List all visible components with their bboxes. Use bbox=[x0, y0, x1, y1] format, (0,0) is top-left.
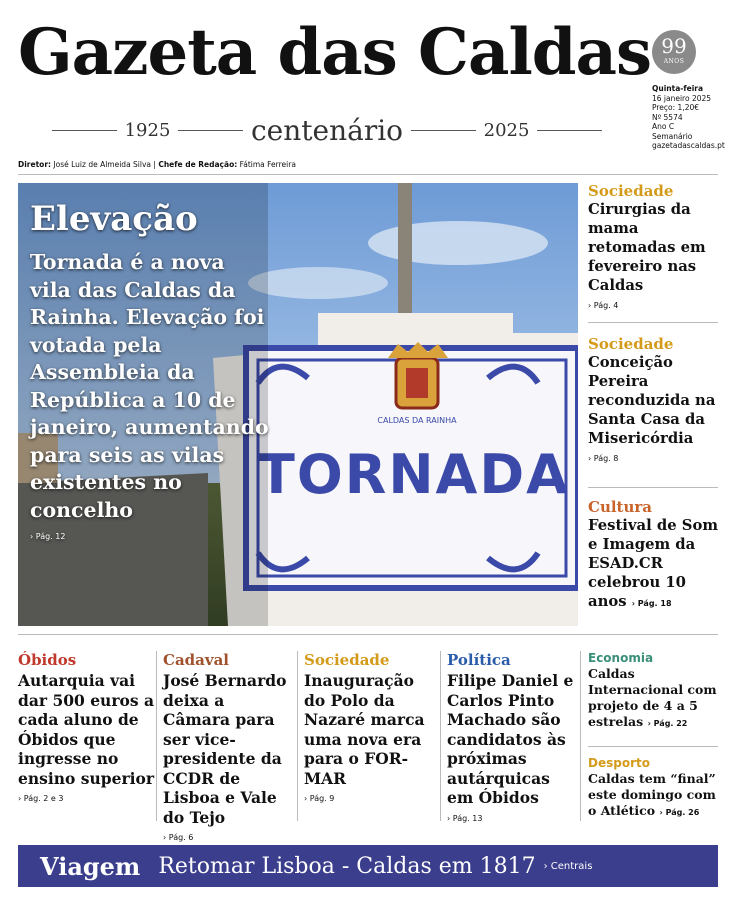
issue-info bbox=[652, 84, 744, 151]
divider bbox=[411, 130, 476, 131]
story-page-ref[interactable]: › Pág. 22 bbox=[647, 719, 688, 728]
story-page-ref[interactable]: › Pág. 2 e 3 bbox=[18, 794, 64, 803]
anniversary-badge bbox=[652, 30, 696, 74]
story-headline: José Bernardo deixa a Câmara para ser vice-presidente da CCDR de Lisboa e Vale do Tejo bbox=[163, 671, 287, 827]
divider bbox=[580, 651, 581, 821]
story-headline-wrap bbox=[588, 516, 728, 613]
divider bbox=[588, 322, 718, 323]
issue-price: Preço: 1,20€ bbox=[652, 103, 700, 112]
story-page-ref[interactable]: › Pág. 4 bbox=[588, 301, 619, 310]
banner-title: Retomar Lisboa - Caldas em 1817 bbox=[158, 853, 536, 879]
right-story-2[interactable] bbox=[588, 335, 728, 463]
issue-number: Nº 5574 bbox=[652, 112, 683, 122]
issue-frequency: Semanário bbox=[652, 131, 693, 141]
centenary-row bbox=[44, 112, 610, 148]
bottom-story-6[interactable] bbox=[588, 756, 718, 821]
hero-kicker: Elevação bbox=[30, 199, 198, 239]
story-kicker: Cultura bbox=[588, 498, 652, 516]
divider bbox=[178, 130, 243, 131]
hero-page-ref[interactable]: › Pág. 12 bbox=[30, 532, 66, 541]
bottom-story-5[interactable] bbox=[588, 651, 718, 732]
story-headline: Festival de Som e Imagem da ESAD.CR celebrou 10 anos bbox=[588, 517, 718, 610]
story-page-ref[interactable]: › Pág. 9 bbox=[304, 794, 335, 803]
crest-text: CALDAS DA RAINHA bbox=[377, 416, 457, 425]
badge-number: 99 bbox=[661, 34, 687, 58]
story-kicker: Sociedade bbox=[304, 651, 390, 669]
story-headline: Autarquia vai dar 500 euros a cada aluno de Óbidos que ingresse no ensino superior bbox=[18, 671, 155, 788]
divider bbox=[588, 746, 718, 747]
bottom-story-3[interactable] bbox=[304, 651, 434, 803]
story-headline: Conceição Pereira reconduzida na Santa Casa da Misericórdia bbox=[588, 354, 716, 447]
divider bbox=[297, 651, 298, 821]
right-story-1[interactable] bbox=[588, 182, 728, 310]
badge-label: ANOS bbox=[663, 58, 685, 65]
sign-text: TORNADA bbox=[258, 443, 570, 506]
story-page-ref[interactable]: › Pág. 8 bbox=[588, 454, 619, 463]
story-headline-wrap bbox=[588, 666, 718, 732]
story-headline: Caldas Internacional com projeto de 4 a 5 estrelas bbox=[588, 666, 717, 729]
feature-banner[interactable] bbox=[18, 845, 718, 887]
right-story-3[interactable] bbox=[588, 498, 728, 613]
banner-kicker: Viagem bbox=[40, 851, 141, 881]
story-page-ref[interactable]: › Pág. 13 bbox=[447, 813, 483, 823]
story-headline: Cirurgias da mama retomadas em fevereiro nas Caldas bbox=[588, 201, 706, 294]
website-link[interactable]: gazetadascaldas.pt bbox=[652, 141, 725, 150]
issue-weekday: Quinta-feira bbox=[652, 84, 704, 93]
story-kicker: Desporto bbox=[588, 756, 650, 770]
divider bbox=[18, 174, 718, 175]
banner-page-ref[interactable]: › Centrais bbox=[543, 860, 593, 872]
story-headline: Filipe Daniel e Carlos Pinto Machado são candidatos às próximas autárquicas em Óbidos bbox=[447, 671, 574, 807]
story-page-ref[interactable]: › Pág. 18 bbox=[631, 599, 672, 608]
story-kicker: Cadaval bbox=[163, 651, 229, 669]
story-headline: Inauguração do Polo da Nazaré marca uma nova era para o FOR-MAR bbox=[304, 671, 425, 788]
divider bbox=[52, 130, 117, 131]
director-name: José Luiz de Almeida Silva bbox=[53, 160, 152, 169]
divider bbox=[588, 487, 718, 488]
issue-date: 16 janeiro 2025 bbox=[652, 93, 712, 103]
divider bbox=[18, 634, 718, 635]
story-page-ref[interactable]: › Pág. 26 bbox=[659, 808, 700, 817]
year-start: 1925 bbox=[124, 119, 171, 141]
centenary-label: centenário bbox=[251, 113, 404, 147]
story-kicker: Óbidos bbox=[18, 651, 77, 669]
divider bbox=[440, 651, 441, 821]
hero-story[interactable] bbox=[18, 183, 578, 626]
divider bbox=[537, 130, 602, 131]
story-kicker: Sociedade bbox=[588, 335, 674, 353]
bottom-story-1[interactable] bbox=[18, 651, 154, 803]
director-label: Diretor: bbox=[18, 160, 52, 169]
bottom-story-4[interactable] bbox=[447, 651, 575, 823]
issue-year: Ano C bbox=[652, 122, 675, 131]
story-kicker: Política bbox=[447, 651, 511, 669]
masthead-title: Gazeta das Caldas bbox=[18, 15, 651, 90]
credits-separator: | bbox=[151, 160, 159, 169]
divider bbox=[156, 651, 157, 821]
story-kicker: Sociedade bbox=[588, 182, 674, 200]
year-end: 2025 bbox=[483, 119, 530, 141]
story-headline-wrap bbox=[588, 771, 718, 821]
story-kicker: Economia bbox=[588, 651, 654, 665]
editor-name: Fátima Ferreira bbox=[239, 160, 296, 169]
hero-headline: Tornada é a nova vila das Caldas da Rainha. Elevação foi votada pela Assembleia da República a 10 de janeiro, aumentando para seis as vilas existentes no concelho bbox=[30, 250, 269, 522]
story-page-ref[interactable]: › Pág. 6 bbox=[163, 833, 194, 842]
editor-label: Chefe de Redação: bbox=[158, 160, 238, 169]
hero-overlay bbox=[30, 199, 270, 541]
bottom-story-2[interactable] bbox=[163, 651, 295, 842]
story-headline: Caldas tem “final” este domingo com o Atlético bbox=[588, 771, 716, 818]
credits-line bbox=[18, 160, 718, 169]
